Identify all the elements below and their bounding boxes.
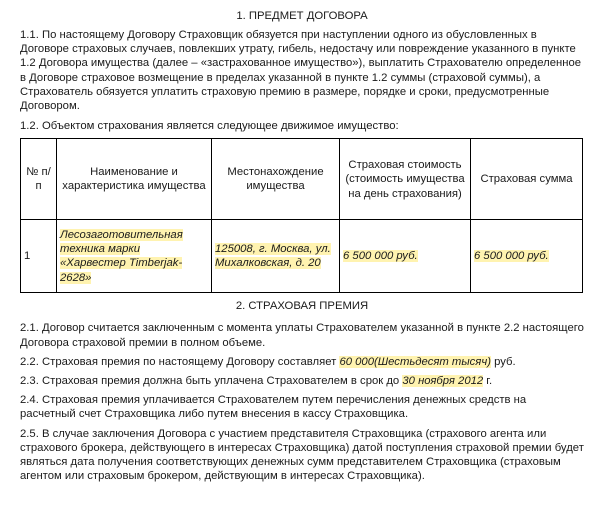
header-name: Наименование и характеристика имущества <box>57 139 212 220</box>
header-insured-sum: Страховая сумма <box>471 139 583 220</box>
highlight-insured-sum: 6 500 000 руб. <box>474 250 549 263</box>
highlight-name: Лесозаготовительная техника марки «Харвестер Timberjak-2628» <box>60 229 183 284</box>
cell-number: 1 <box>21 220 57 293</box>
highlight-location: 125008, г. Москва, ул. Михалковская, д. 20 <box>215 243 331 270</box>
header-number: № п/п <box>21 139 57 220</box>
clause-1-1: 1.1. По настоящему Договору Страховщик обязуется при наступлении одного из обусловленных в Договоре страховых случаев, повлекших утрату, гибель, недостачу или повреждение указанного в пункте 1.2 Договора имущества (далее – «застрахованное имущество»), выплатить Страхователю определенное в Договоре страховое возмещение в пределах указанной в пункте 1.2 суммы (страховой суммы), а Страхователь обязуется уплатить страховую премию в размере, порядке и сроки, предусмотренные Договором. <box>20 29 582 113</box>
cell-location <box>212 220 340 293</box>
cell-insured-value <box>340 220 471 293</box>
clause-2-1: 2.1. Договор считается заключенным с момента уплаты Страхователем указанной в пункте 2.2 настоящего Договора страховой премии в полном объеме. <box>20 322 584 349</box>
clause-2-4: 2.4. Страховая премия уплачивается Страхователем путем перечисления денежных средств на расчетный счет Страховщика либо путем внесения в кассу Страховщика. <box>20 394 527 421</box>
payment-date: 30 ноября 2012 <box>402 375 484 388</box>
cell-name <box>57 220 212 293</box>
clause-2-5: 2.5. В случае заключения Договора с участием представителя Страховщика (страхового агента или страхового брокера, действующего в интересах Страховщика) датой поступления страховой премии будет являться дата получения соответствующих денежных сумм представителем Страховщика (страховым агентом или страховым брокером, действующим в интересах Страховщика). <box>20 427 584 483</box>
section-1-title: 1. ПРЕДМЕТ ДОГОВОРА <box>236 10 368 22</box>
header-insured-value: Страховая стоимость (стоимость имущества на день страхования) <box>340 139 471 220</box>
highlight-insured-value: 6 500 000 руб. <box>343 250 418 263</box>
clause-2-2-text: 2.2. Страховая премия по настоящему Договору составляет <box>20 355 340 368</box>
cell-insured-sum <box>471 220 583 293</box>
table-header-row <box>21 139 583 220</box>
clause-2-3-suffix: г. <box>483 375 493 388</box>
clause-2-2 <box>20 355 584 369</box>
table-row <box>21 220 583 293</box>
header-location: Местонахождение имущества <box>212 139 340 220</box>
clause-1-2: 1.2. Объектом страхования является следующее движимое имущество: <box>20 120 399 133</box>
premium-amount: 60 000(Шестьдесят тысяч) <box>339 355 491 368</box>
clause-2-3 <box>20 374 584 388</box>
insured-property-table <box>20 138 583 293</box>
clause-2-3-text: 2.3. Страховая премия должна быть уплачена Страхователем в срок до <box>20 375 403 388</box>
section-2-title: 2. СТРАХОВАЯ ПРЕМИЯ <box>235 300 369 313</box>
clause-2-2-suffix: руб. <box>490 355 516 368</box>
